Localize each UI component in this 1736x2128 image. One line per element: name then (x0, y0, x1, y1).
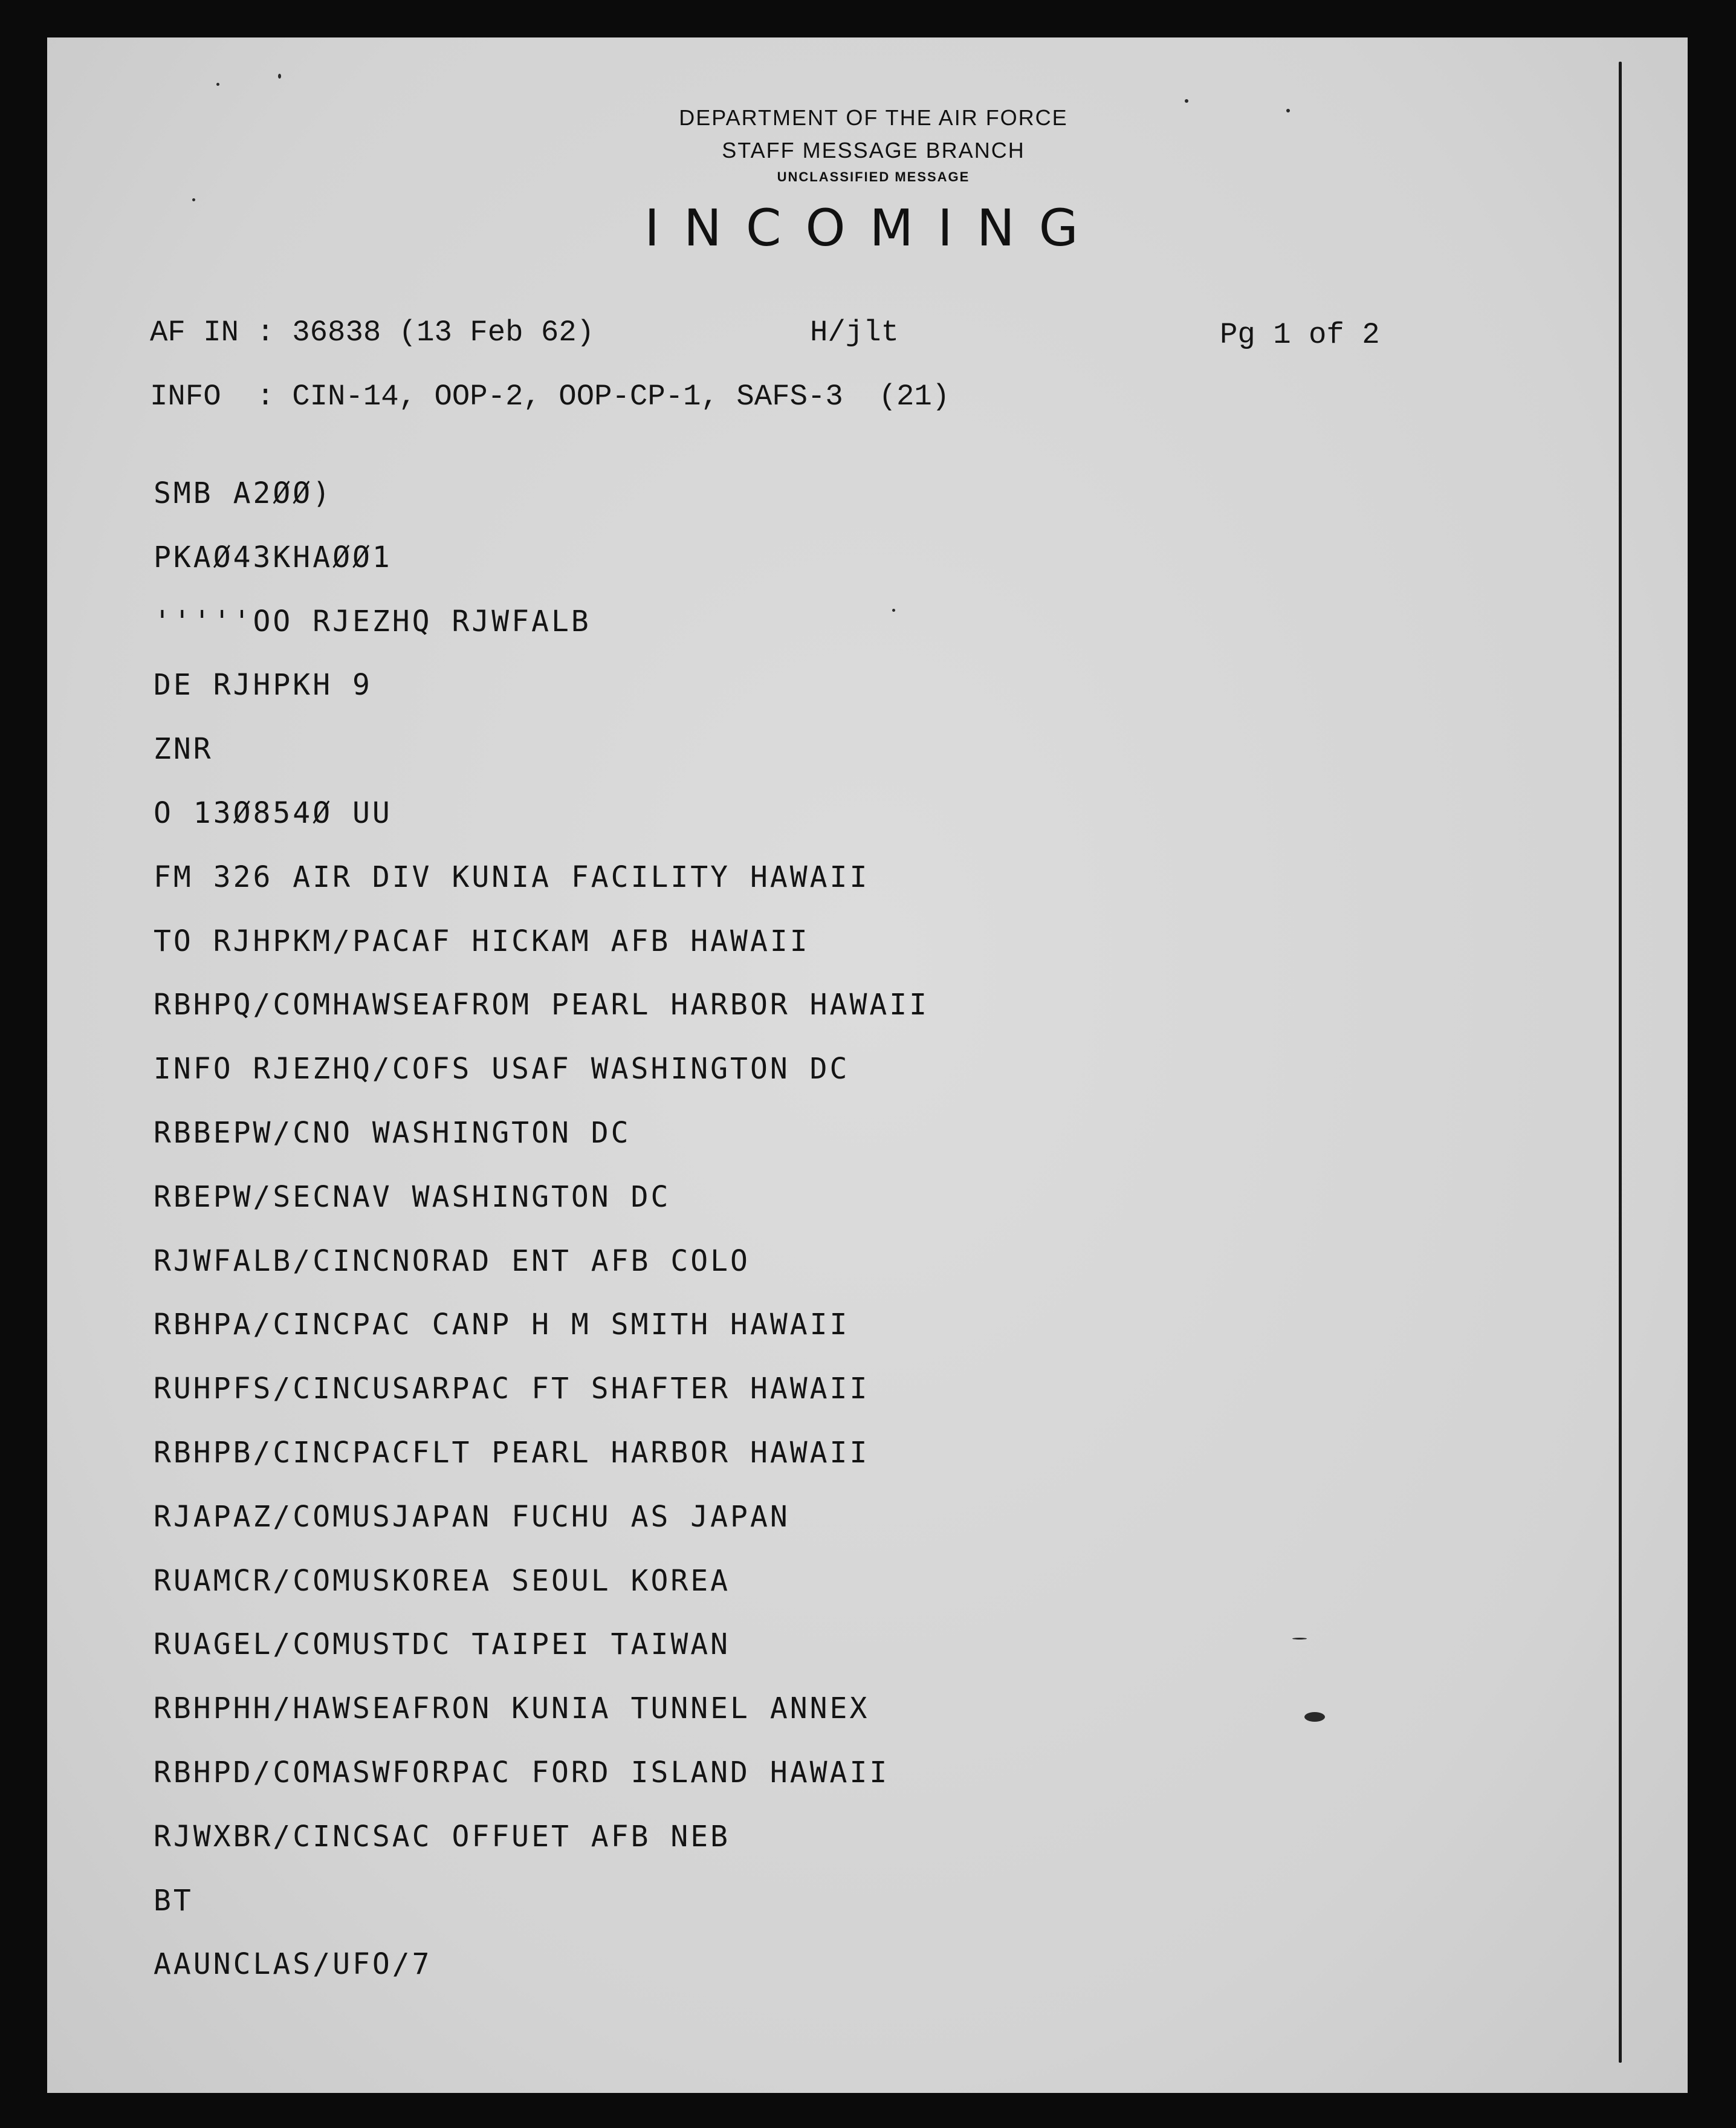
af-in-reference: AF IN : 36838 (13 Feb 62) (150, 316, 595, 349)
message-line: RJAPAZ/COMUSJAPAN FUCHU AS JAPAN (154, 1500, 790, 1534)
message-line: RJWXBR/CINCSAC OFFUET AFB NEB (154, 1820, 731, 1854)
ink-speck (892, 609, 895, 612)
message-line: SMB A2ØØ) (154, 476, 333, 510)
message-line: TO RJHPKM/PACAF HICKAM AFB HAWAII (154, 924, 810, 958)
message-line: RUAMCR/COMUSKOREA SEOUL KOREA (154, 1564, 731, 1598)
message-line: RBHPD/COMASWFORPAC FORD ISLAND HAWAII (154, 1756, 890, 1789)
message-line: DE RJHPKH 9 (154, 668, 372, 702)
message-line: RBHPQ/COMHAWSEAFROM PEARL HARBOR HAWAII (154, 988, 930, 1022)
message-line: FM 326 AIR DIV KUNIA FACILITY HAWAII (154, 860, 870, 894)
message-line: '''''OO RJEZHQ RJWFALB (154, 605, 591, 638)
message-line: RBEPW/SECNAV WASHINGTON DC (154, 1180, 671, 1214)
message-line: AAUNCLAS/UFO/7 (154, 1947, 432, 1981)
ink-speck (1185, 99, 1188, 103)
message-line: RUHPFS/CINCUSARPAC FT SHAFTER HAWAII (154, 1372, 870, 1406)
message-line: RBHPA/CINCPAC CANP H M SMITH HAWAII (154, 1308, 850, 1341)
incoming-title: INCOMING (644, 198, 1103, 258)
message-line: RUAGEL/COMUSTDC TAIPEI TAIWAN (154, 1627, 731, 1661)
margin-rule (1619, 62, 1622, 2063)
ink-speck (1286, 109, 1290, 112)
branch-heading: STAFF MESSAGE BRANCH (722, 138, 1025, 163)
message-line: RBHPB/CINCPACFLT PEARL HARBOR HAWAII (154, 1436, 870, 1470)
handler-initials: H/jlt (810, 316, 899, 349)
message-line: RBBEPW/CNO WASHINGTON DC (154, 1116, 631, 1150)
ink-speck (192, 198, 195, 201)
ink-speck (278, 74, 281, 79)
message-line: PKAØ43KHAØØ1 (154, 540, 392, 574)
message-line: RJWFALB/CINCNORAD ENT AFB COLO (154, 1244, 750, 1278)
document-page (47, 37, 1688, 2093)
message-line: O 13Ø854Ø UU (154, 796, 392, 830)
ink-speck (216, 83, 219, 86)
message-line: BT (154, 1884, 193, 1918)
info-distribution: INFO : CIN-14, OOP-2, OOP-CP-1, SAFS-3 (21) (150, 380, 950, 414)
message-line: ZNR (154, 732, 213, 766)
page-indicator: Pg 1 of 2 (1220, 318, 1380, 352)
message-line: RBHPHH/HAWSEAFRON KUNIA TUNNEL ANNEX (154, 1692, 870, 1725)
message-line: INFO RJEZHQ/COFS USAF WASHINGTON DC (154, 1052, 850, 1086)
classification-label: UNCLASSIFIED MESSAGE (777, 169, 970, 184)
ink-speck (1304, 1712, 1325, 1722)
ink-speck (1292, 1638, 1307, 1640)
department-heading: DEPARTMENT OF THE AIR FORCE (679, 105, 1068, 130)
